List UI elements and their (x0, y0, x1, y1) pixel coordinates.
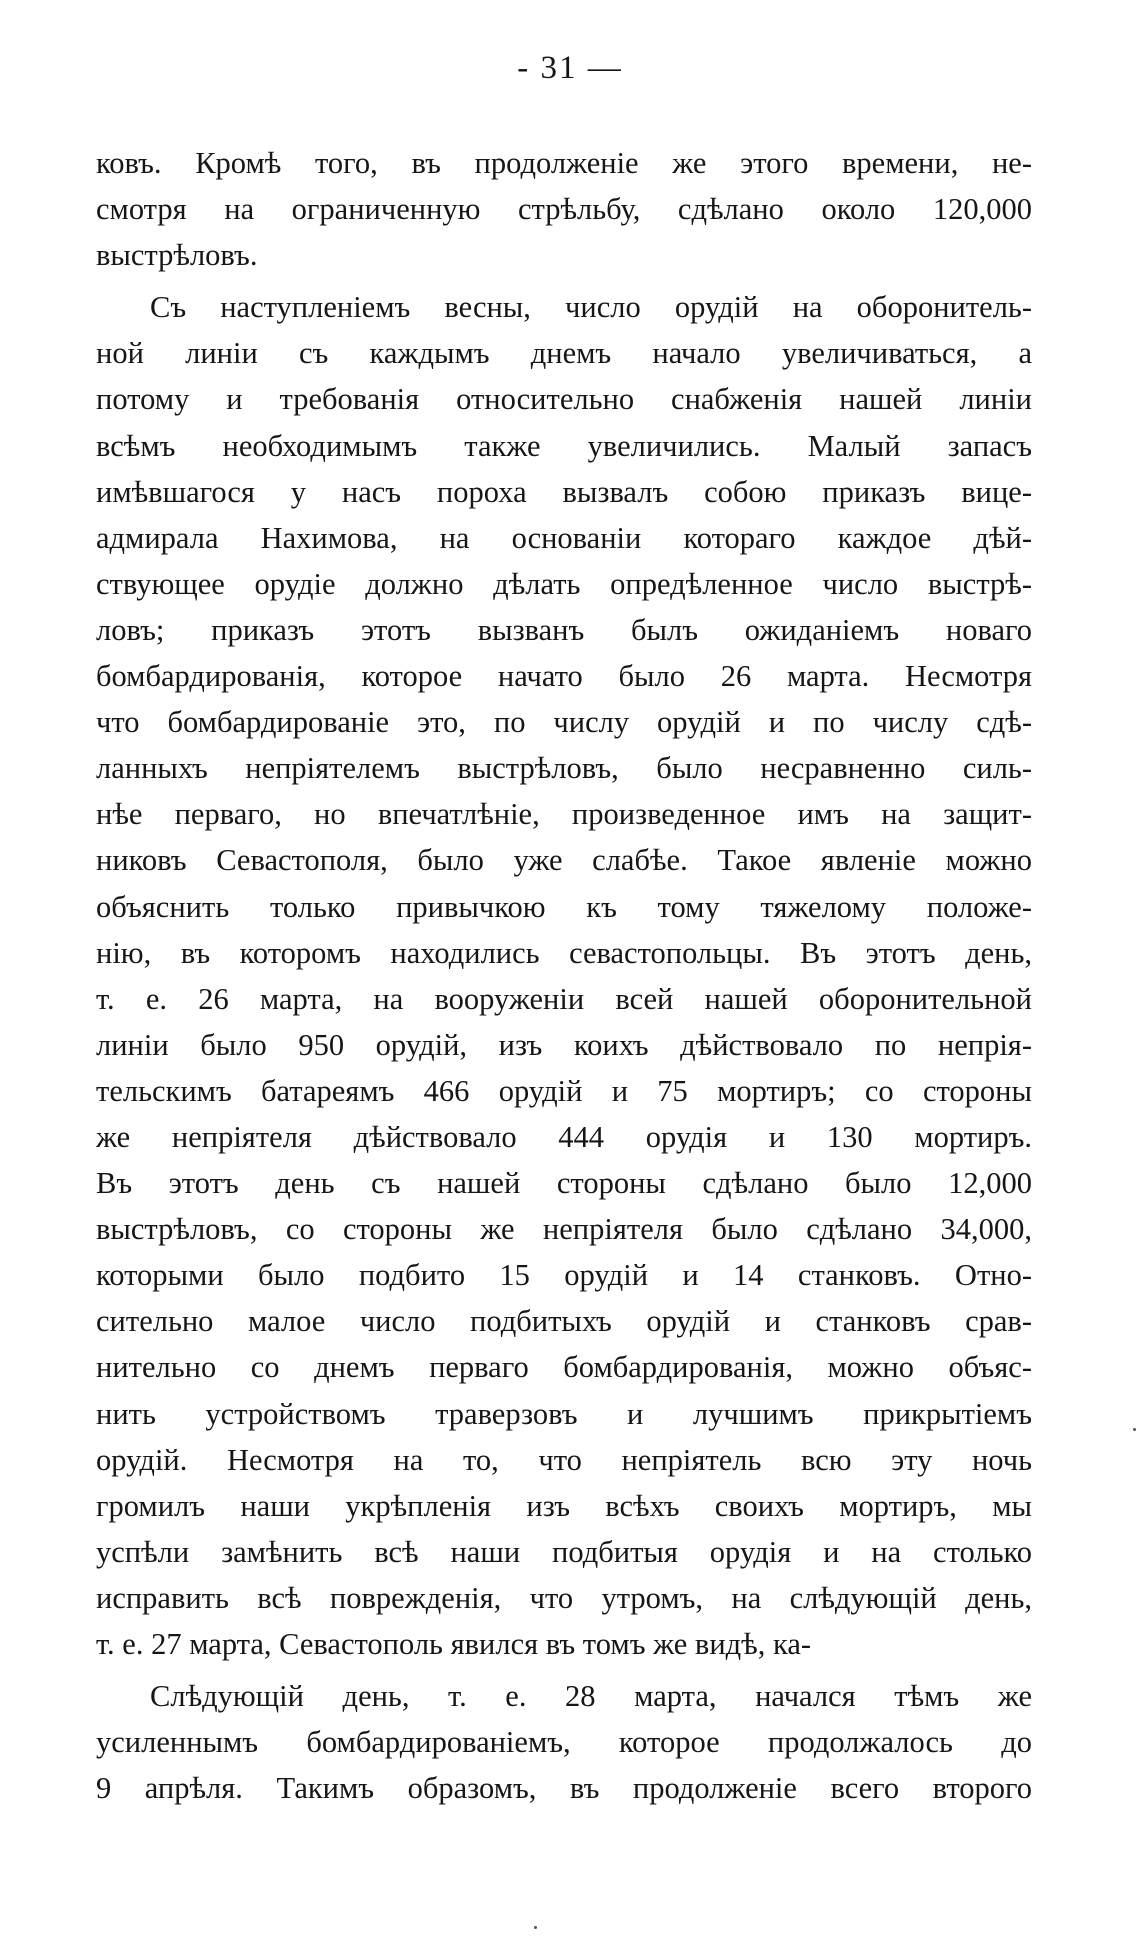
text-line: т. е. 27 марта, Севастополь явился въ томъ же видѣ, ка- (96, 1627, 812, 1661)
scan-speck (1133, 1428, 1136, 1431)
text-line: усиленнымъ бомбардированіемъ, которое продолжалось до (96, 1725, 1032, 1760)
text-line: Съ наступленіемъ весны, число орудій на оборонитель- (150, 290, 1032, 325)
text-line: нію, въ которомъ находились севастопольцы. Въ этотъ день, (96, 935, 1032, 970)
text-line: нительно со днемъ перваго бомбардированія, можно объяс- (96, 1350, 1032, 1385)
text-line: Въ этотъ день съ нашей стороны сдѣлано было 12,000 (96, 1166, 1032, 1201)
paragraph-3 (96, 1673, 1032, 1811)
text-line: имѣвшагося у насъ пороха вызвалъ собою приказъ вице- (96, 474, 1032, 509)
text-line: смотря на ограниченную стрѣльбу, сдѣлано около 120,000 (96, 192, 1032, 227)
body-text (96, 140, 1032, 1811)
scan-speck (534, 1926, 537, 1929)
text-line: ловъ; приказъ этотъ вызванъ былъ ожиданіемъ новаго (96, 612, 1032, 647)
text-line: сительно малое число подбитыхъ орудій и станковъ срав- (96, 1304, 1032, 1339)
text-line: нить устройствомъ траверзовъ и лучшимъ прикрытіемъ (96, 1396, 1032, 1431)
page-number: - 31 — (517, 50, 623, 86)
text-line: никовъ Севастополя, было уже слабѣе. Такое явленіе можно (96, 843, 1032, 878)
text-line: успѣли замѣнить всѣ наши подбитыя орудія и на столько (96, 1534, 1032, 1569)
text-line: всѣмъ необходимымъ также увеличились. Малый запасъ (96, 428, 1032, 463)
text-line: выстрѣловъ. (96, 238, 258, 273)
text-line: тельскимъ батареямъ 466 орудій и 75 мортиръ; со стороны (96, 1073, 1032, 1108)
text-line: же непріятеля дѣйствовало 444 орудія и 130 мортиръ. (96, 1119, 1032, 1154)
text-line: ланныхъ непріятелемъ выстрѣловъ, было несравненно силь- (96, 751, 1032, 786)
text-line: которыми было подбито 15 орудій и 14 станковъ. Отно- (96, 1258, 1032, 1293)
text-line: т. е. 26 марта, на вооруженіи всей нашей оборонительной (96, 981, 1032, 1016)
text-line: ствующее орудіе должно дѣлать опредѣленное число выстрѣ- (96, 566, 1032, 601)
text-line: нѣе перваго, но впечатлѣніе, произведенное имъ на защит- (96, 797, 1032, 832)
text-line: ковъ. Кромѣ того, въ продолженіе же этого времени, не- (96, 146, 1032, 180)
text-line: адмирала Нахимова, на основаніи котораго каждое дѣй- (96, 520, 1032, 555)
text-line: 9 апрѣля. Такимъ образомъ, въ продолженіе всего второго (96, 1771, 1032, 1806)
paragraph-1 (96, 140, 1032, 278)
text-line: ной линіи съ каждымъ днемъ начало увеличиваться, а (96, 336, 1032, 371)
text-line: Слѣдующій день, т. е. 28 марта, начался тѣмъ же (150, 1679, 1032, 1714)
text-line: что бомбардированіе это, по числу орудій и по числу сдѣ- (96, 705, 1032, 740)
text-line: орудій. Несмотря на то, что непріятель всю эту ночь (96, 1442, 1032, 1477)
text-line: потому и требованія относительно снабженія нашей линіи (96, 382, 1032, 417)
text-line: выстрѣловъ, со стороны же непріятеля было сдѣлано 34,000, (96, 1212, 1032, 1247)
text-line: исправить всѣ поврежденія, что утромъ, на слѣдующій день, (96, 1580, 1032, 1615)
text-line: громилъ наши укрѣпленія изъ всѣхъ своихъ мортиръ, мы (96, 1488, 1032, 1523)
text-line: линіи было 950 орудій, изъ коихъ дѣйствовало по непрія- (96, 1027, 1032, 1062)
text-line: бомбардированія, которое начато было 26 марта. Несмотря (96, 659, 1032, 694)
paragraph-2 (96, 284, 1032, 1667)
text-line: объяснить только привычкою къ тому тяжелому положе- (96, 889, 1032, 924)
